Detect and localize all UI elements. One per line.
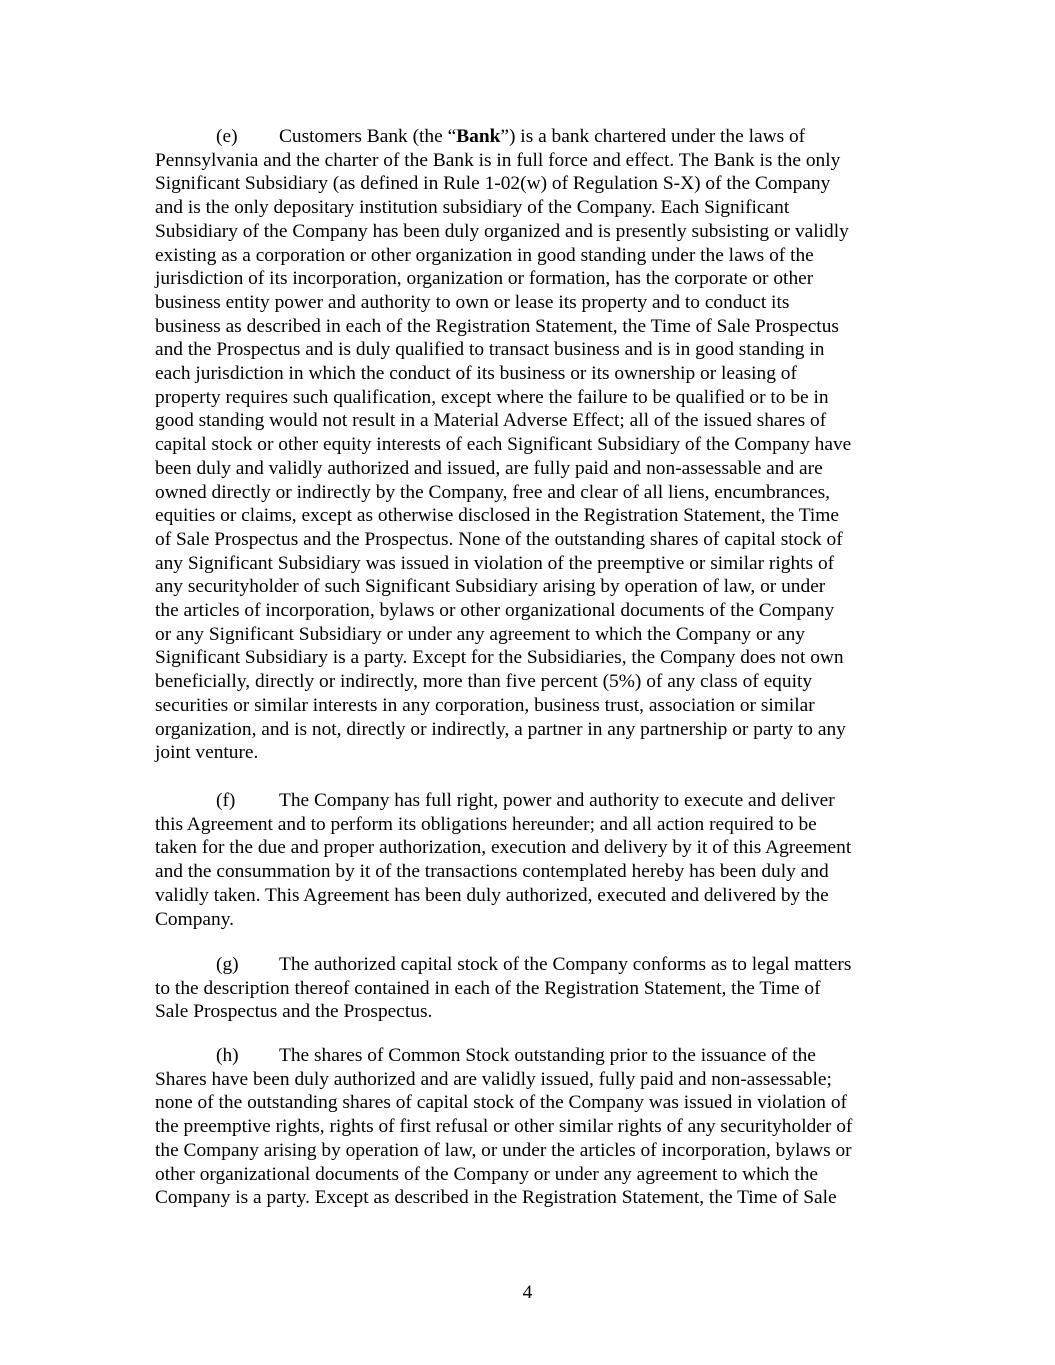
paragraph-text: The shares of Common Stock outstanding prior to the issuance of the (279, 1045, 816, 1066)
paragraph-line: any Significant Subsidiary was issued in violation of the preemptive or similar rights of (155, 552, 835, 574)
paragraph-line: property requires such qualification, except where the failure to be qualified or to be in (155, 386, 829, 408)
paragraph-line: any securityholder of such Significant Subsidiary arising by operation of law, or under (155, 576, 826, 598)
paragraph-line: capital stock or other equity interests of each Significant Subsidiary of the Company have (155, 434, 852, 456)
paragraph-first-line (155, 953, 915, 977)
paragraph-line: or any Significant Subsidiary or under any agreement to which the Company or any (155, 623, 805, 645)
paragraph-line: Pennsylvania and the charter of the Bank is in full force and effect. The Bank is the only (155, 149, 841, 171)
paragraph-e (155, 125, 915, 765)
paragraph-line: of Sale Prospectus and the Prospectus. None of the outstanding shares of capital stock of (155, 528, 843, 550)
paragraph-label: (h) (216, 1045, 239, 1066)
paragraph-line: validly taken. This Agreement has been duly authorized, executed and delivered by the (155, 884, 829, 906)
paragraph-line: Company is a party. Except as described in the Registration Statement, the Time of Sale (155, 1187, 837, 1209)
paragraph-text: ”) is a bank chartered under the laws of (500, 126, 806, 147)
paragraph-line: been duly and validly authorized and issued, are fully paid and non-assessable and are (155, 457, 823, 479)
paragraph-line: securities or similar interests in any corporation, business trust, association or similar (155, 694, 815, 716)
paragraph-h (155, 1044, 915, 1210)
paragraph-line: and is the only depositary institution subsidiary of the Company. Each Significant (155, 197, 790, 219)
paragraph-line: this Agreement and to perform its obligations hereunder; and all action required to be (155, 813, 817, 835)
paragraph-line: joint venture. (155, 742, 259, 764)
paragraph-first-line (155, 789, 915, 813)
paragraph-line: business entity power and authority to own or lease its property and to conduct its (155, 291, 790, 313)
paragraph-line: owned directly or indirectly by the Company, free and clear of all liens, encumbrances, (155, 481, 831, 503)
paragraph-line: and the consummation by it of the transactions contemplated hereby has been duly and (155, 861, 829, 883)
paragraph-text: Customers Bank (the “ (279, 126, 457, 147)
paragraph-line: Subsidiary of the Company has been duly organized and is presently subsisting or validly (155, 220, 849, 242)
paragraph-label: (f) (216, 790, 236, 811)
paragraph-first-line (155, 125, 915, 149)
paragraph-line: Significant Subsidiary (as defined in Rule 1-02(w) of Regulation S-X) of the Company (155, 173, 831, 195)
page-number: 4 (522, 1282, 533, 1303)
paragraph-line: and the Prospectus and is duly qualified to transact business and is in good standing in (155, 339, 825, 361)
paragraph-line: beneficially, directly or indirectly, more than five percent (5%) of any class of equity (155, 671, 813, 693)
paragraph-line: business as described in each of the Registration Statement, the Time of Sale Prospectus (155, 315, 839, 337)
paragraph-line: Shares have been duly authorized and are validly issued, fully paid and non-assessable; (155, 1068, 832, 1090)
paragraph-line: each jurisdiction in which the conduct of its business or its ownership or leasing of (155, 363, 797, 385)
paragraph-label: (g) (216, 954, 239, 975)
paragraph-text: The Company has full right, power and authority to execute and deliver (279, 790, 835, 811)
paragraph-line: to the description thereof contained in each of the Registration Statement, the Time of (155, 977, 821, 999)
paragraph-line: Sale Prospectus and the Prospectus. (155, 1001, 433, 1023)
paragraph-line: the articles of incorporation, bylaws or other organizational documents of the Company (155, 600, 835, 622)
paragraph-line: the preemptive rights, rights of first refusal or other similar rights of any securityholder of (155, 1116, 853, 1138)
paragraph-label: (e) (216, 126, 238, 147)
paragraph-line: good standing would not result in a Material Adverse Effect; all of the issued shares of (155, 410, 827, 432)
paragraph-f (155, 789, 915, 931)
paragraph-line: the Company arising by operation of law, or under the articles of incorporation, bylaws or (155, 1139, 852, 1161)
paragraph-line: organization, and is not, directly or indirectly, a partner in any partnership or party to any (155, 718, 846, 740)
paragraph-line: other organizational documents of the Company or under any agreement to which the (155, 1163, 819, 1185)
paragraph-line: Company. (155, 908, 234, 930)
paragraph-line: existing as a corporation or other organization in good standing under the laws of the (155, 244, 814, 266)
paragraph-line: jurisdiction of its incorporation, organization or formation, has the corporate or other (155, 268, 814, 290)
paragraph-first-line (155, 1044, 915, 1068)
paragraph-line: equities or claims, except as otherwise disclosed in the Registration Statement, the Time (155, 505, 839, 527)
paragraph-g (155, 953, 915, 1024)
defined-term: Bank (456, 126, 501, 147)
paragraph-text: The authorized capital stock of the Company conforms as to legal matters (279, 954, 852, 975)
paragraph-line: none of the outstanding shares of capital stock of the Company was issued in violation of (155, 1092, 848, 1114)
paragraph-line: taken for the due and proper authorization, execution and delivery by it of this Agreement (155, 837, 852, 859)
paragraph-line: Significant Subsidiary is a party. Except for the Subsidiaries, the Company does not own (155, 647, 844, 669)
